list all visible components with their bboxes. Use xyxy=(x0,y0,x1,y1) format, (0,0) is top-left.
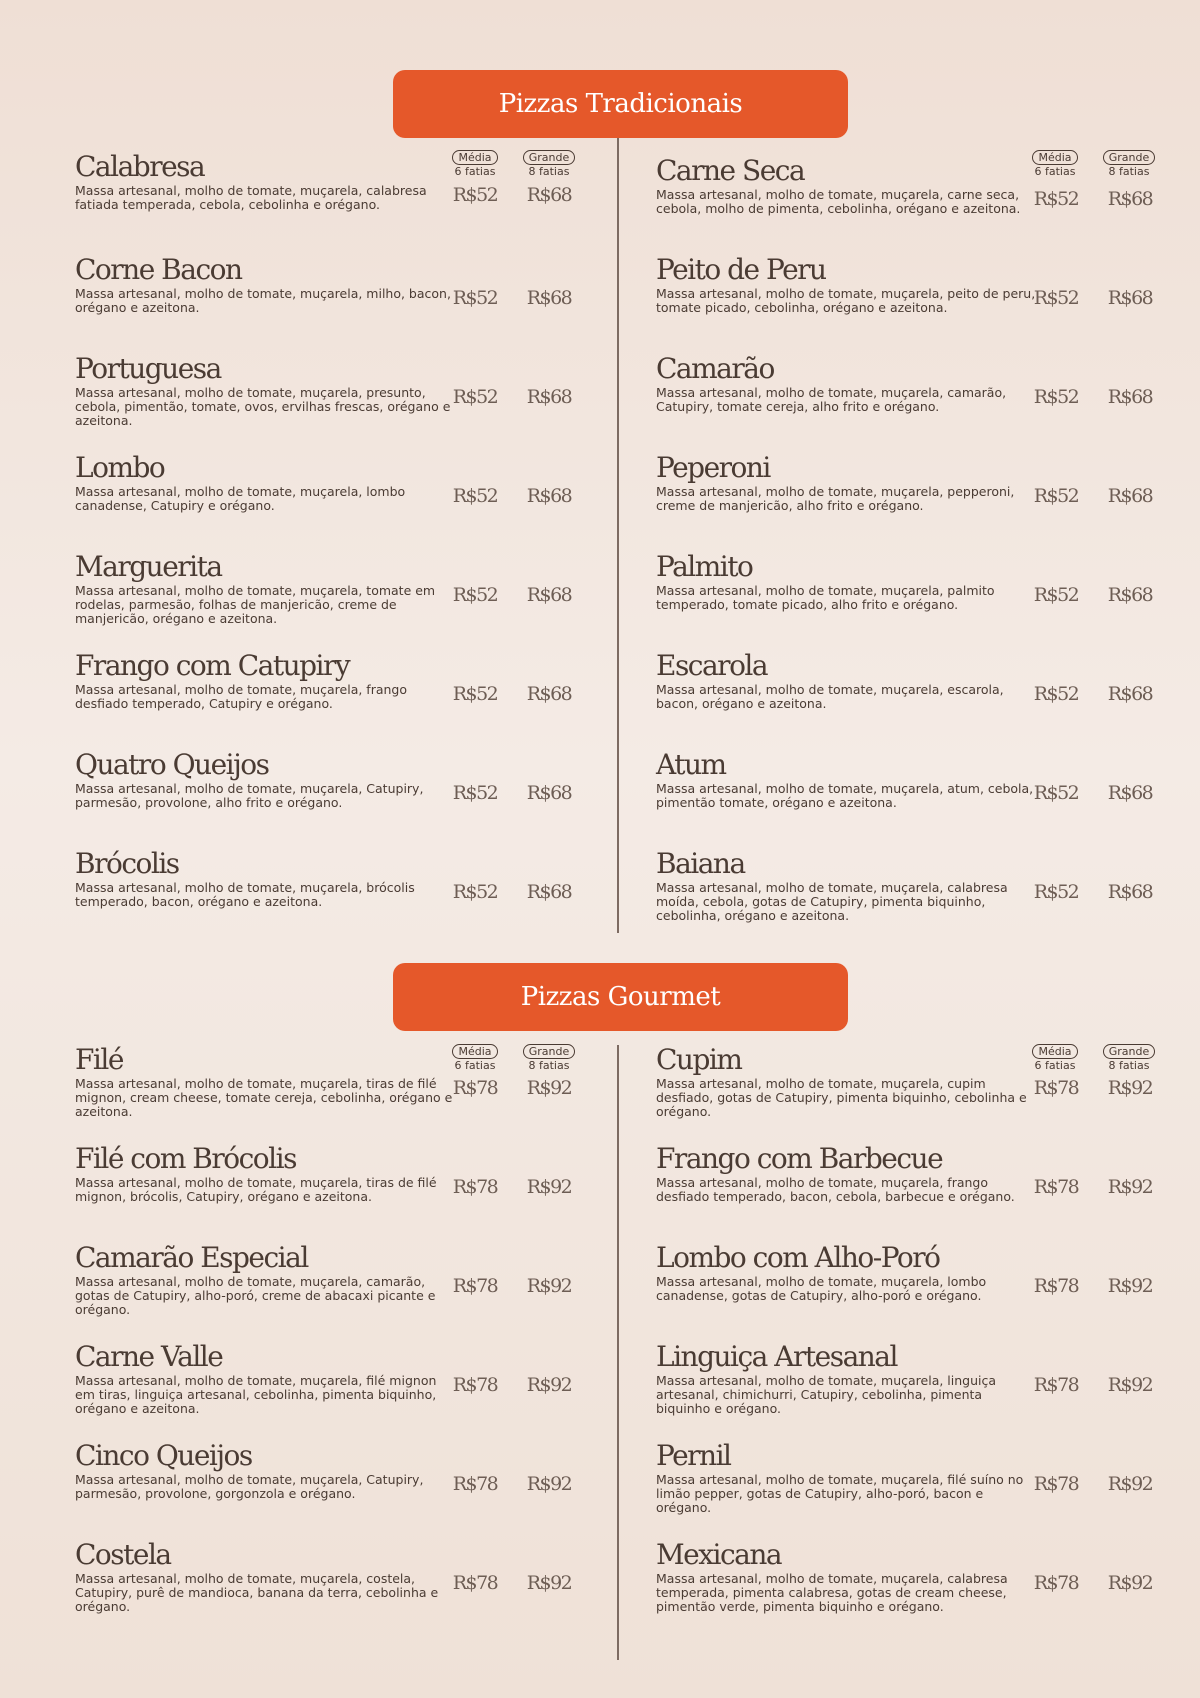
size-grande-sub: 8 fatias xyxy=(528,1059,570,1072)
size-grande-sub: 8 fatias xyxy=(1108,1059,1150,1072)
size-media-label: Média xyxy=(452,1044,497,1059)
menu-item xyxy=(75,451,595,547)
price-media: R$78 xyxy=(452,1275,498,1297)
item-name: Carne Seca xyxy=(656,154,805,187)
item-name: Carne Valle xyxy=(75,1340,223,1373)
price-media: R$78 xyxy=(1033,1572,1079,1594)
item-name: Camarão Especial xyxy=(75,1241,308,1274)
price-media: R$78 xyxy=(1033,1077,1079,1099)
price-media: R$52 xyxy=(1033,386,1079,408)
price-media: R$78 xyxy=(452,1077,498,1099)
size-media-label: Média xyxy=(452,150,497,165)
price-grande: R$92 xyxy=(526,1473,572,1495)
item-name: Lombo xyxy=(75,451,165,484)
item-desc: Massa artesanal, molho de tomate, muçarela, Catupiry, parmesão, provolone, gorgonzola e orégano. xyxy=(75,1472,424,1501)
item-desc: Massa artesanal, molho de tomate, muçarela, costela, Catupiry, purê de mandioca, banana da terra, cebolinha e orégano. xyxy=(75,1571,439,1614)
menu-item xyxy=(656,550,1176,646)
price-media: R$52 xyxy=(452,782,498,804)
menu-item xyxy=(656,1142,1176,1238)
item-desc: Massa artesanal, molho de tomate, muçarela, linguiça artesanal, chimichurri, Catupiry, cebolinha, pimenta biquinho e orégano. xyxy=(656,1373,997,1416)
section-title-gourmet: Pizzas Gourmet xyxy=(393,963,848,1031)
price-grande: R$68 xyxy=(1107,287,1153,309)
item-name: Lombo com Alho-Poró xyxy=(656,1241,940,1274)
price-grande: R$92 xyxy=(1107,1275,1153,1297)
item-desc: Massa artesanal, molho de tomate, muçarela, escarola, bacon, orégano e azeitona. xyxy=(656,682,1004,711)
item-name: Costela xyxy=(75,1538,171,1571)
price-media: R$78 xyxy=(452,1473,498,1495)
menu-item xyxy=(656,1241,1176,1337)
item-desc: Massa artesanal, molho de tomate, muçarela, frango desfiado temperado, bacon, cebola, barbecue e orégano. xyxy=(656,1175,1015,1204)
price-media: R$52 xyxy=(452,184,498,206)
price-media: R$52 xyxy=(452,485,498,507)
price-grande: R$68 xyxy=(526,881,572,903)
item-name: Escarola xyxy=(656,649,768,682)
price-grande: R$68 xyxy=(1107,881,1153,903)
price-grande: R$92 xyxy=(1107,1572,1153,1594)
item-name: Frango com Catupiry xyxy=(75,649,350,682)
item-name: Mexicana xyxy=(656,1538,782,1571)
size-grande-label: Grande xyxy=(523,1044,576,1059)
item-desc: Massa artesanal, molho de tomate, muçarela, lombo canadense, gotas de Catupiry, alho-poró e orégano. xyxy=(656,1274,987,1303)
section-title-tradicionais: Pizzas Tradicionais xyxy=(393,70,848,138)
price-media: R$52 xyxy=(1033,287,1079,309)
item-desc: Massa artesanal, molho de tomate, muçarela, camarão, Catupiry, tomate cereja, alho frito e orégano. xyxy=(656,385,1007,414)
menu-item xyxy=(75,1142,595,1238)
item-desc: Massa artesanal, molho de tomate, muçarela, milho, bacon, orégano e azeitona. xyxy=(75,286,451,315)
price-grande: R$92 xyxy=(526,1374,572,1396)
price-grande: R$92 xyxy=(526,1275,572,1297)
menu-item xyxy=(656,451,1176,547)
item-name: Peperoni xyxy=(656,451,770,484)
item-desc: Massa artesanal, molho de tomate, muçarela, filé suíno no limão pepper, gotas de Catupiry, alho-poró, bacon e orégano. xyxy=(656,1472,1024,1515)
item-desc: Massa artesanal, molho de tomate, muçarela, brócolis temperado, bacon, orégano e azeitona. xyxy=(75,880,415,909)
price-grande: R$68 xyxy=(526,287,572,309)
item-name: Brócolis xyxy=(75,847,179,880)
price-grande: R$68 xyxy=(526,184,572,206)
price-media: R$78 xyxy=(1033,1176,1079,1198)
menu-item xyxy=(656,154,1176,250)
size-media-sub: 6 fatias xyxy=(1034,1059,1076,1072)
item-name: Calabresa xyxy=(75,150,205,183)
price-media: R$52 xyxy=(1033,485,1079,507)
item-name: Palmito xyxy=(656,550,753,583)
price-grande: R$92 xyxy=(1107,1077,1153,1099)
menu-item xyxy=(75,253,595,349)
item-desc: Massa artesanal, molho de tomate, muçarela, Catupiry, parmesão, provolone, alho frito e orégano. xyxy=(75,781,424,810)
menu-item xyxy=(656,1538,1176,1634)
item-desc: Massa artesanal, molho de tomate, muçarela, carne seca, cebola, molho de pimenta, cebolinha, orégano e azeitona. xyxy=(656,187,1021,216)
item-name: Baiana xyxy=(656,847,745,880)
item-desc: Massa artesanal, molho de tomate, muçarela, peito de peru, tomate picado, cebolinha, orégano e azeitona. xyxy=(656,286,1036,315)
price-grande: R$68 xyxy=(1107,386,1153,408)
price-grande: R$92 xyxy=(1107,1176,1153,1198)
item-desc: Massa artesanal, molho de tomate, muçarela, frango desfiado temperado, Catupiry e orégano. xyxy=(75,682,408,711)
menu-item xyxy=(75,550,595,646)
item-name: Portuguesa xyxy=(75,352,221,385)
item-desc: Massa artesanal, molho de tomate, muçarela, camarão, gotas de Catupiry, alho-poró, creme de abacaxi picante e orégano. xyxy=(75,1274,436,1317)
menu-item xyxy=(75,847,595,943)
menu-item xyxy=(75,748,595,844)
item-name: Cupim xyxy=(656,1043,742,1076)
menu-item xyxy=(656,352,1176,448)
item-desc: Massa artesanal, molho de tomate, muçarela, tomate em rodelas, parmesão, folhas de manjericão, creme de manjericão, orégano e azeitona. xyxy=(75,583,436,626)
price-media: R$52 xyxy=(452,683,498,705)
menu-item xyxy=(656,847,1176,943)
price-media: R$78 xyxy=(452,1374,498,1396)
menu-item xyxy=(75,1340,595,1436)
price-media: R$52 xyxy=(452,881,498,903)
item-name: Marguerita xyxy=(75,550,222,583)
menu-item xyxy=(75,1538,595,1634)
menu-item xyxy=(656,1439,1176,1535)
item-name: Frango com Barbecue xyxy=(656,1142,943,1175)
price-grande: R$92 xyxy=(526,1077,572,1099)
item-desc: Massa artesanal, molho de tomate, muçarela, calabresa fatiada temperada, cebola, cebolinha e orégano. xyxy=(75,183,427,212)
menu-item xyxy=(656,253,1176,349)
item-desc: Massa artesanal, molho de tomate, muçarela, lombo canadense, Catupiry e orégano. xyxy=(75,484,406,513)
price-grande: R$68 xyxy=(526,386,572,408)
price-media: R$78 xyxy=(1033,1275,1079,1297)
item-desc: Massa artesanal, molho de tomate, muçarela, filé mignon em tiras, linguiça artesanal, cebolinha, pimenta biquinho, orégano e azeitona. xyxy=(75,1373,437,1416)
price-grande: R$92 xyxy=(1107,1473,1153,1495)
menu-item xyxy=(75,352,595,448)
price-grande: R$92 xyxy=(526,1176,572,1198)
column-divider xyxy=(617,138,619,933)
item-desc: Massa artesanal, molho de tomate, muçarela, tiras de filé mignon, brócolis, Catupiry, orégano e azeitona. xyxy=(75,1175,437,1204)
price-media: R$52 xyxy=(452,287,498,309)
price-grande: R$68 xyxy=(1107,485,1153,507)
item-name: Camarão xyxy=(656,352,774,385)
price-grande: R$68 xyxy=(526,485,572,507)
item-name: Cinco Queijos xyxy=(75,1439,252,1472)
menu-item xyxy=(75,1439,595,1535)
price-grande: R$92 xyxy=(1107,1374,1153,1396)
size-grande-label: Grande xyxy=(1103,150,1156,165)
price-grande: R$68 xyxy=(526,683,572,705)
price-grande: R$68 xyxy=(1107,683,1153,705)
menu-item xyxy=(75,649,595,745)
item-desc: Massa artesanal, molho de tomate, muçarela, tiras de filé mignon, cream cheese, tomate cereja, cebolinha, orégano e azeitona. xyxy=(75,1076,453,1119)
item-desc: Massa artesanal, molho de tomate, muçarela, atum, cebola, pimentão tomate, orégano e azeitona. xyxy=(656,781,1034,810)
item-desc: Massa artesanal, molho de tomate, muçarela, pepperoni, creme de manjericão, alho frito e orégano. xyxy=(656,484,1015,513)
price-media: R$52 xyxy=(1033,881,1079,903)
price-grande: R$68 xyxy=(1107,188,1153,210)
size-media-sub: 6 fatias xyxy=(1034,165,1076,178)
size-media-sub: 6 fatias xyxy=(454,1059,496,1072)
price-media: R$52 xyxy=(1033,683,1079,705)
price-grande: R$68 xyxy=(526,782,572,804)
item-desc: Massa artesanal, molho de tomate, muçarela, cupim desfiado, gotas de Catupiry, pimenta biquinho, cebolinha e orégano. xyxy=(656,1076,1027,1119)
size-media-sub: 6 fatias xyxy=(454,165,496,178)
price-media: R$78 xyxy=(1033,1374,1079,1396)
price-media: R$78 xyxy=(1033,1473,1079,1495)
price-media: R$52 xyxy=(1033,188,1079,210)
item-name: Filé xyxy=(75,1043,123,1076)
price-media: R$52 xyxy=(452,584,498,606)
price-media: R$52 xyxy=(1033,782,1079,804)
menu-item xyxy=(656,748,1176,844)
item-name: Peito de Peru xyxy=(656,253,826,286)
price-media: R$78 xyxy=(452,1572,498,1594)
item-name: Atum xyxy=(656,748,726,781)
price-media: R$52 xyxy=(1033,584,1079,606)
item-name: Pernil xyxy=(656,1439,731,1472)
menu-item xyxy=(75,150,595,246)
price-media: R$52 xyxy=(452,386,498,408)
size-grande-label: Grande xyxy=(523,150,576,165)
item-desc: Massa artesanal, molho de tomate, muçarela, calabresa moída, cebola, gotas de Catupiry, pimenta biquinho, cebolinha, orégano e azeitona. xyxy=(656,880,1008,923)
size-grande-sub: 8 fatias xyxy=(1108,165,1150,178)
item-desc: Massa artesanal, molho de tomate, muçarela, calabresa temperada, pimenta calabresa, gotas de cream cheese, pimentão verde, pimenta biquinho e orégano. xyxy=(656,1571,1008,1614)
size-media-label: Média xyxy=(1032,150,1077,165)
size-media-label: Média xyxy=(1032,1044,1077,1059)
menu-item xyxy=(75,1241,595,1337)
menu-item xyxy=(656,649,1176,745)
menu-item xyxy=(656,1340,1176,1436)
item-desc: Massa artesanal, molho de tomate, muçarela, palmito temperado, tomate picado, alho frito e orégano. xyxy=(656,583,995,612)
price-media: R$78 xyxy=(452,1176,498,1198)
price-grande: R$68 xyxy=(526,584,572,606)
price-grande: R$68 xyxy=(1107,584,1153,606)
item-desc: Massa artesanal, molho de tomate, muçarela, presunto, cebola, pimentão, tomate, ovos, ervilhas frescas, orégano e azeitona. xyxy=(75,385,451,428)
item-name: Quatro Queijos xyxy=(75,748,269,781)
item-name: Filé com Brócolis xyxy=(75,1142,296,1175)
size-grande-sub: 8 fatias xyxy=(528,165,570,178)
price-grande: R$68 xyxy=(1107,782,1153,804)
item-name: Corne Bacon xyxy=(75,253,242,286)
size-grande-label: Grande xyxy=(1103,1044,1156,1059)
menu-item xyxy=(656,1043,1176,1139)
item-name: Linguiça Artesanal xyxy=(656,1340,897,1373)
price-grande: R$92 xyxy=(526,1572,572,1594)
column-divider xyxy=(617,1045,619,1660)
menu-item xyxy=(75,1043,595,1139)
